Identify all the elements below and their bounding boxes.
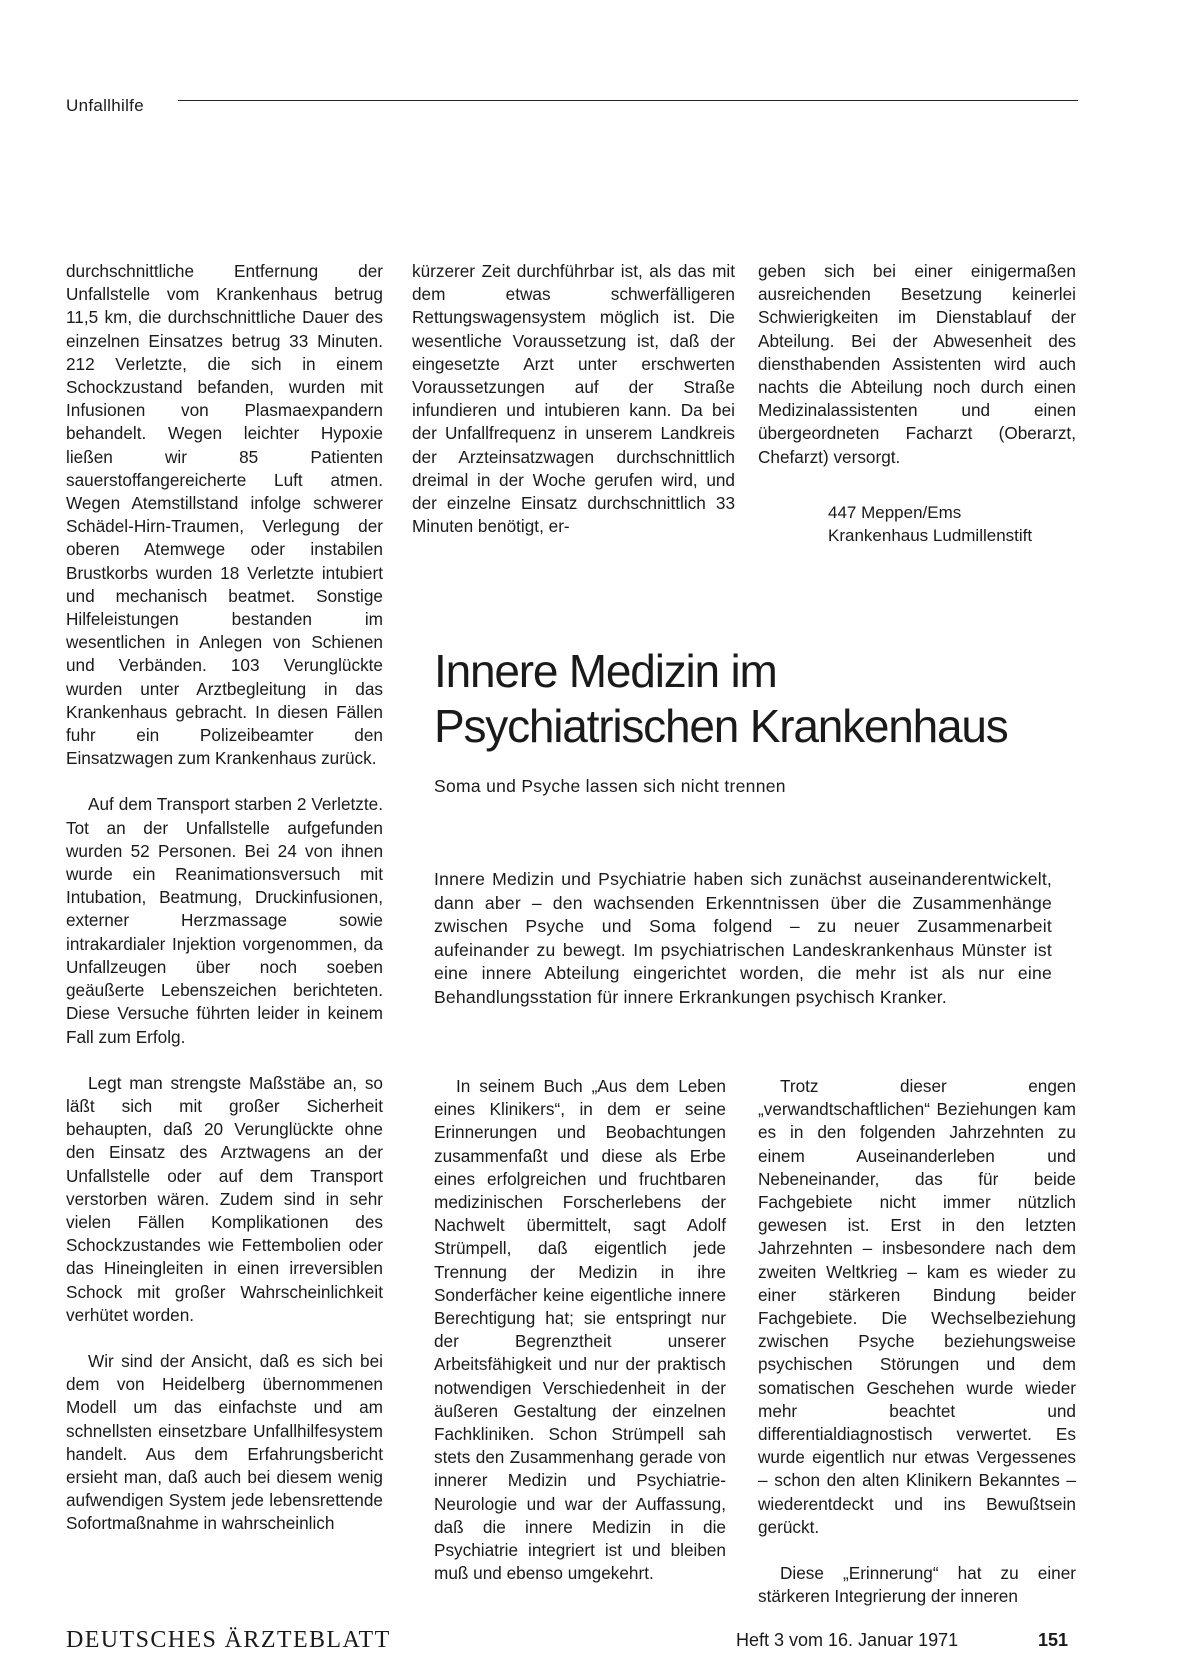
paragraph: durchschnittliche Entfernung der Unfallstelle vom Krankenhaus betrug 11,5 km, die durchschnittliche Dauer des einzelnen Einsatzes betrug 33 Minuten. 212 Verletzte, die sich in einem Schockzustand befanden, wurden mit Infusionen von Plasmaexpandern behandelt. Wegen leichter Hypoxie ließen wir 85 Patienten sauerstoffangereicherte Luft atmen. Wegen Atemstillstand infolge schwerer Schädel-Hirn-Traumen, Verlegung der oberen Atemwege oder instabilen Brustkorbs wurden 18 Verletzte intubiert und mechanisch beatmet. Sonstige Hilfeleistungen bestanden im wesentlichen in Anlegen von Schienen und Verbänden. 103 Verunglückte wurden unter Arztbegleitung in das Krankenhaus gebracht. In diesen Fällen fuhr ein Polizeibeamter den Einsatzwagen zum Krankenhaus zurück. <box>66 261 383 769</box>
article-subtitle: Soma und Psyche lassen sich nicht trennen <box>434 776 786 796</box>
article1-column-2 <box>412 260 735 538</box>
address-hospital: Krankenhaus Ludmillenstift <box>828 526 1033 545</box>
paragraph: Legt man strengste Maßstäbe an, so läßt sich mit großer Sicherheit behaupten, daß 20 Verunglückte ohne den Einsatz des Arztwagens an der Unfallstelle oder auf dem Transport verstorben wären. Zudem sind in sehr vielen Fällen Komplikationen des Schockzustandes wie Fettembolien oder das Hineingleiten in einen irreversiblen Schock mit großer Wahrscheinlichkeit verhütet worden. <box>66 1072 383 1325</box>
title-line-2: Psychiatrischen Krankenhaus <box>434 700 1008 752</box>
header-rule <box>178 100 1078 101</box>
page-number: 151 <box>1038 1630 1069 1650</box>
paragraph: In seinem Buch „Aus dem Leben eines Klinikers“, in dem er seine Erinnerungen und Beobachtungen zusammenfaßt und diese als Erbe eines erfolgreichen und fruchtbaren medizinischen Forscherlebens der Nachwelt übermittelt, sagt Adolf Strümpell, daß eigentlich jede Trennung der Medizin in ihre Sonderfächer keine eigentliche innere Berechtigung hat; sie entspringt nur der Begrenztheit unserer Arbeitsfähigkeit und nur der praktisch notwendigen Verschiedenheit in der äußeren Gestaltung der einzelnen Fachkliniken. Schon Strümpell sah stets den Zusammenhang gerade von innerer Medizin und Psychiatrie-Neurologie und war der Auffassung, daß die innere Medizin in die Psychiatrie integriert ist und bleiben muß und ebenso umgekehrt. <box>434 1076 726 1584</box>
article1-column-3 <box>758 260 1076 469</box>
article-lead: Innere Medizin und Psychiatrie haben sich zunächst auseinanderentwickelt, dann aber – den wachsenden Erkenntnissen über die Zusammenhänge zwischen Psyche und Soma folgend – zu neuer Zusammenarbeit aufeinander zu bewegt. Im psychiatrischen Landeskrankenhaus Münster ist eine innere Abteilung eingerichtet worden, die mehr ist als nur eine Behandlungsstation für innere Erkrankungen psychisch Kranker. <box>434 869 1052 1007</box>
publication-name: DEUTSCHES ÄRZTEBLATT <box>66 1627 391 1653</box>
article-title <box>434 644 1008 754</box>
paragraph: kürzerer Zeit durchführbar ist, als das mit dem etwas schwerfälligeren Rettungswagensystem möglich ist. Die wesentliche Voraussetzung ist, daß der eingesetzte Arzt unter erschwerten Voraussetzungen auf der Straße infundieren und intubieren kann. Da bei der Unfallfrequenz in unserem Landkreis der Arzteinsatzwagen durchschnittlich dreimal in der Woche gerufen wird, und der einzelne Einsatz durchschnittlich 33 Minuten benötigt, er- <box>412 261 735 537</box>
issue-info: Heft 3 vom 16. Januar 1971 <box>736 1630 959 1650</box>
address-city: 447 Meppen/Ems <box>828 503 962 522</box>
paragraph: Diese „Erinnerung“ hat zu einer stärkeren Integrierung der inneren <box>758 1563 1076 1607</box>
paragraph: Trotz dieser engen „verwandtschaftlichen“ Beziehungen kam es in den folgenden Jahrzehnten zu einem Auseinanderleben und Nebeneinander, das für beide Fachgebiete nicht immer nützlich gewesen ist. Erst in den letzten Jahrzehnten – insbesondere nach dem zweiten Weltkrieg – kam es wieder zu einer stärkeren Bindung beider Fachgebiete. Die Wechselbeziehung zwischen Psyche beziehungsweise psychischen Störungen und dem somatischen Geschehen wurde wieder mehr beachtet und differentialdiagnostisch verwertet. Es wurde eigentlich nur etwas Vergessenes – schon den alten Klinikern Bekanntes – wiederentdeckt und ins Bewußtsein gerückt. <box>758 1076 1076 1537</box>
paragraph: geben sich bei einer einigermaßen ausreichenden Besetzung keinerlei Schwierigkeiten im Dienstablauf der Abteilung. Bei der Abwesenheit des diensthabenden Assistenten wird auch nachts die Abteilung noch durch einen Medizinalassistenten und einen übergeordneten Facharzt (Oberarzt, Chefarzt) versorgt. <box>758 261 1076 467</box>
article1-column-1 <box>66 260 383 1536</box>
title-line-1: Innere Medizin im <box>434 645 777 697</box>
section-label: Unfallhilfe <box>66 96 144 115</box>
author-address <box>828 501 1032 547</box>
paragraph: Auf dem Transport starben 2 Verletzte. Tot an der Unfallstelle aufgefunden wurden 52 Personen. Bei 24 von ihnen wurde ein Reanimationsversuch mit Intubation, Beatmung, Druckinfusionen, externer Herzmassage sowie intrakardialer Injektion vorgenommen, da Unfallzeugen über noch soeben geäußerte Lebenszeichen berichteten. Diese Versuche führten leider in keinem Fall zum Erfolg. <box>66 794 383 1047</box>
paragraph: Wir sind der Ansicht, daß es sich bei dem von Heidelberg übernommenen Modell um das einfachste und am schnellsten einsetzbare Unfallhilfesystem handelt. Aus dem Erfahrungsbericht ersieht man, daß auch bei diesem wenig aufwendigen System jede lebensrettende Sofortmaßnahme in wahrscheinlich <box>66 1350 383 1534</box>
article2-column-2 <box>758 1075 1076 1608</box>
article2-column-1 <box>434 1075 726 1585</box>
